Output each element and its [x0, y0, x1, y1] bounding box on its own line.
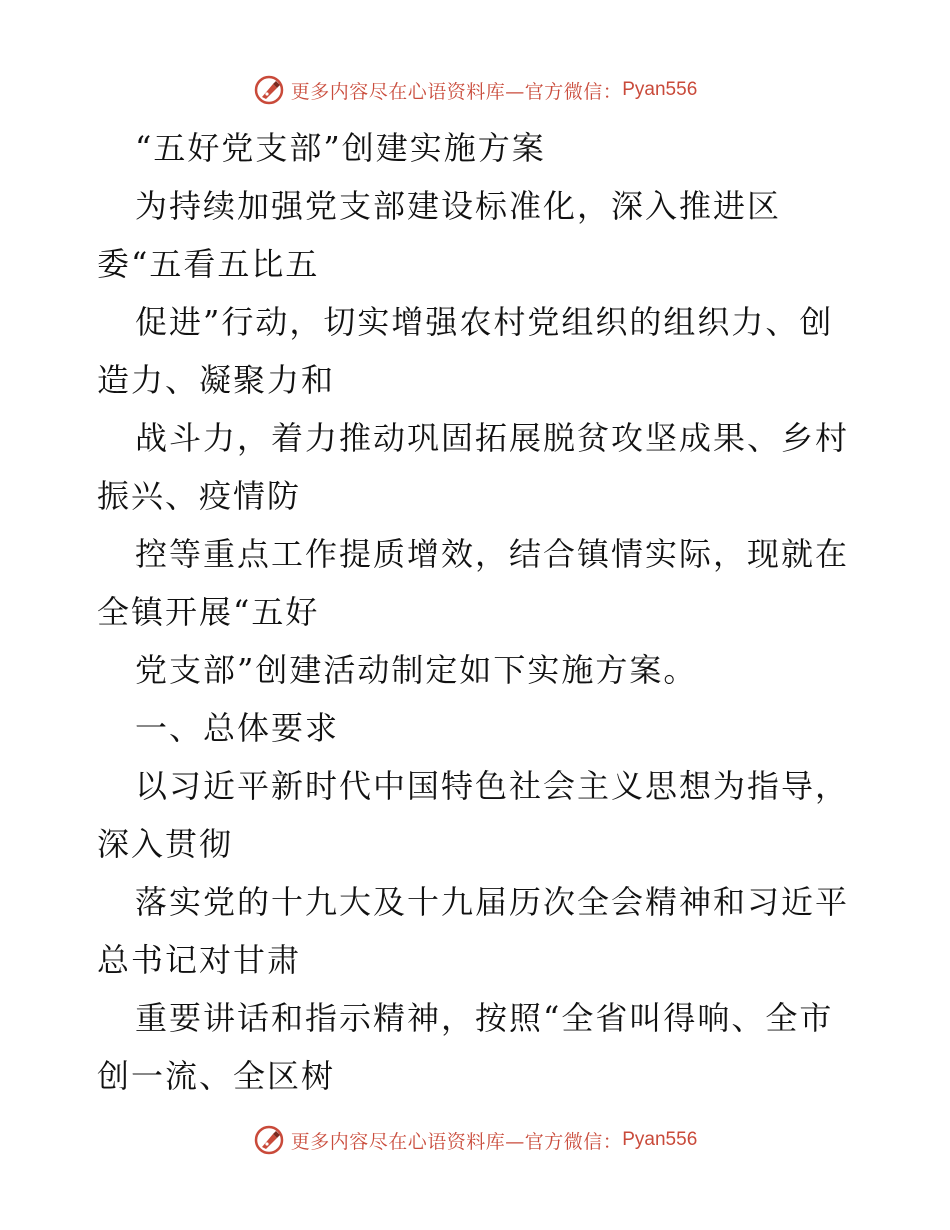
- paragraph-line: 全镇开展“五好: [97, 593, 320, 631]
- document-title: “五好党支部”创建实施方案: [135, 129, 546, 167]
- section-heading: 一、总体要求: [135, 709, 340, 747]
- paragraph-line: 深入贯彻: [97, 825, 234, 863]
- paragraph-line: 促进”行动，切实增强农村党组织的组织力、创: [135, 303, 834, 341]
- paragraph-line: 造力、凝聚力和: [97, 361, 336, 399]
- watermark-wechat-id: Pyan556: [622, 79, 698, 100]
- watermark-text: 更多内容尽在心语资料库—官方微信：: [290, 80, 623, 103]
- header-watermark: [0, 70, 950, 110]
- paragraph-line: 总书记对甘肃: [97, 941, 302, 979]
- paragraph-line: 重要讲话和指示精神，按照“全省叫得响、全市: [135, 999, 834, 1037]
- paragraph-line: 战斗力，着力推动巩固拓展脱贫攻坚成果、乡村: [135, 419, 850, 457]
- paragraph-line: 为持续加强党支部建设标准化，深入推进区: [135, 187, 782, 225]
- paragraph-line: 创一流、全区树: [97, 1057, 336, 1095]
- watermark-wechat-id: Pyan556: [622, 1129, 698, 1150]
- paragraph-line: 落实党的十九大及十九届历次全会精神和习近平: [135, 883, 850, 921]
- paragraph-line: 控等重点工作提质增效，结合镇情实际，现就在: [135, 535, 850, 573]
- paragraph-line: 党支部”创建活动制定如下实施方案。: [135, 651, 698, 689]
- paragraph-line: 振兴、疫情防: [97, 477, 302, 515]
- footer-watermark: [0, 1120, 950, 1160]
- paragraph-line: 委“五看五比五: [97, 245, 320, 283]
- watermark-text: 更多内容尽在心语资料库—官方微信：: [290, 1130, 623, 1153]
- pen-nib-logo-icon: [253, 1124, 285, 1156]
- pen-nib-logo-icon: [253, 74, 285, 106]
- paragraph-line: 以习近平新时代中国特色社会主义思想为指导，: [135, 767, 850, 805]
